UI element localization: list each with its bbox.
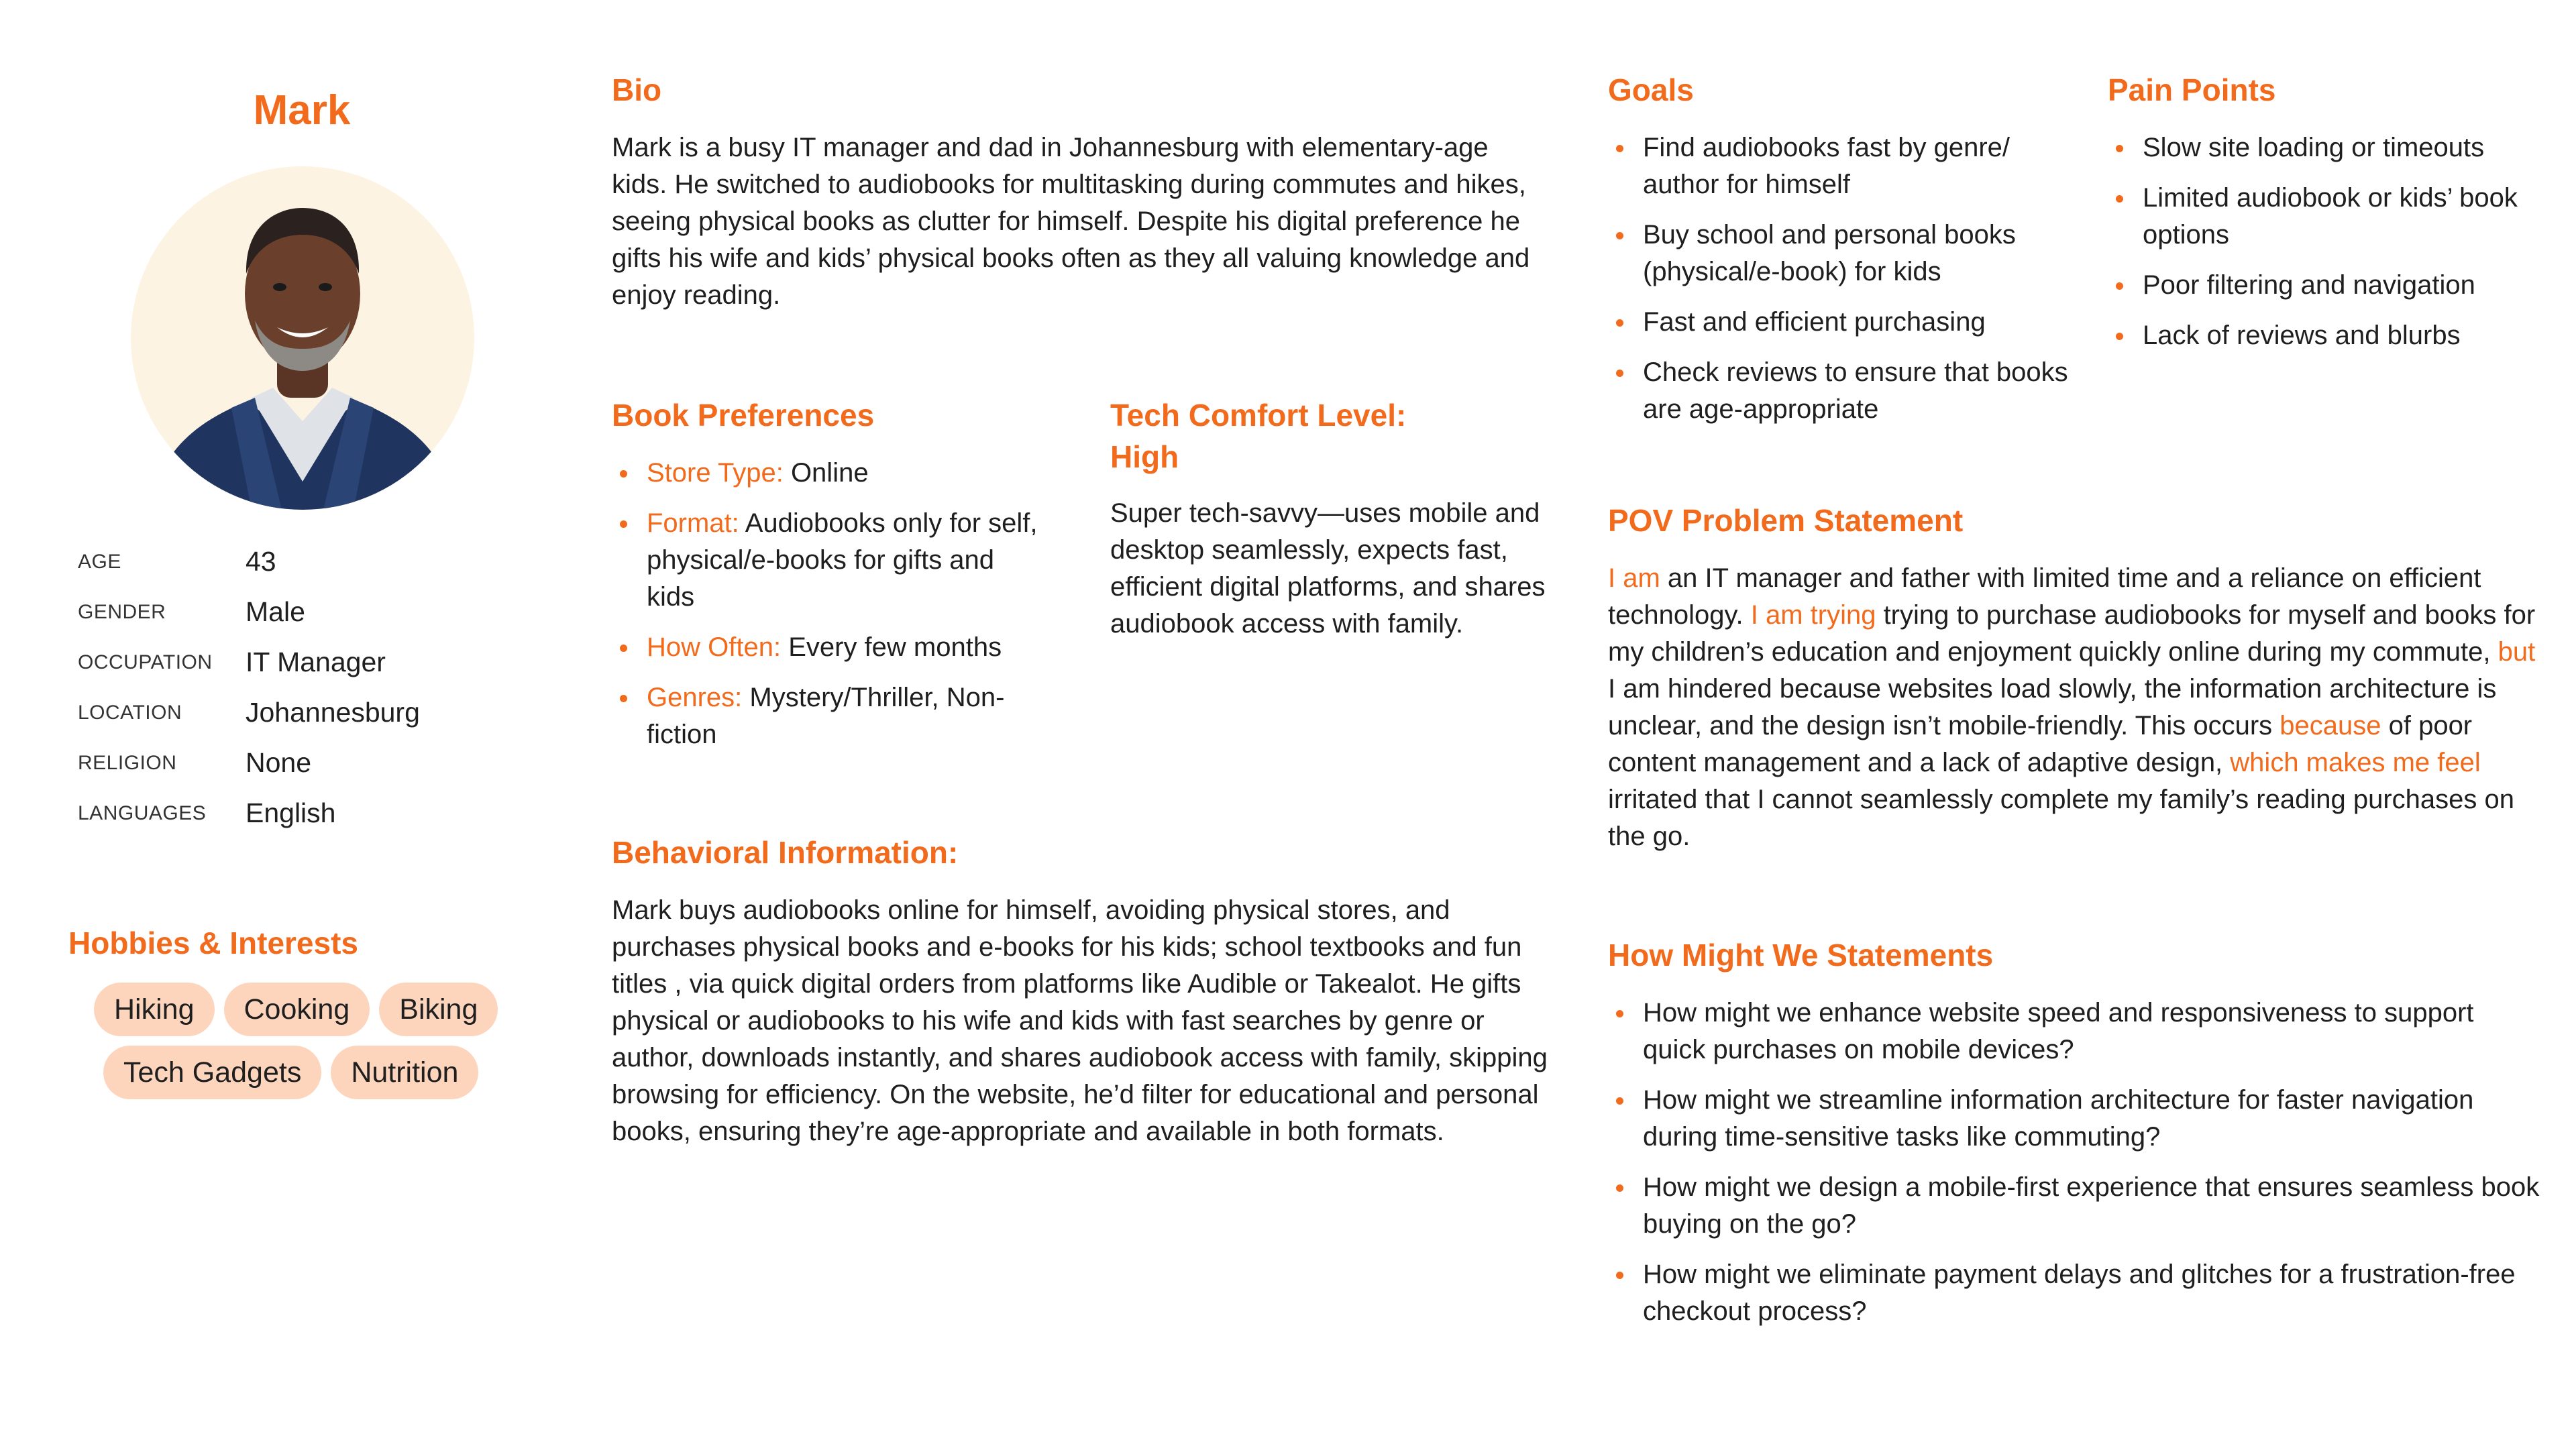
hmw-list	[1608, 995, 2540, 1343]
goals-heading: Goals	[1608, 72, 1694, 107]
detail-age	[78, 537, 547, 587]
hobby-tag: Hiking	[94, 983, 215, 1036]
preference-item	[612, 455, 1041, 492]
book-preferences-list	[612, 455, 1041, 767]
detail-label: LOCATION	[78, 701, 182, 724]
detail-label: GENDER	[78, 600, 166, 623]
pain-points-list	[2108, 129, 2564, 368]
detail-value: 43	[246, 546, 276, 577]
tech-comfort-text: Super tech-savvy—uses mobile and desktop seamlessly, expects fast, efficient digital platforms, and shares audiobook access with family.	[1110, 498, 1546, 638]
pov-keyword: I am	[1608, 563, 1660, 593]
hobbies-heading: Hobbies & Interests	[68, 926, 358, 960]
pov-text: I am hindered because websites load slowly, the information architecture is unclear, and the design isn’t mobile-friendly. This occurs	[1608, 674, 2497, 740]
hobby-tag: Cooking	[224, 983, 370, 1036]
pov-text: trying to purchase audiobooks for myself and books for my children’s education and enjoyment quickly online during my commute,	[1608, 600, 2536, 667]
bio-heading: Bio	[612, 72, 662, 107]
preference-value: Online	[783, 458, 869, 488]
preference-item	[612, 505, 1041, 616]
preference-item	[612, 629, 1041, 666]
pov-keyword: which makes me feel	[2230, 748, 2481, 777]
pov-text: irritated that I cannot seamlessly complete my family’s reading purchases on the go.	[1608, 785, 2514, 851]
pain-point-item: Slow site loading or timeouts	[2108, 129, 2564, 166]
goal-item: Buy school and personal books (physical/e-book) for kids	[1608, 217, 2078, 290]
goals-list	[1608, 129, 2078, 441]
persona-name: Mark	[253, 87, 351, 133]
person-portrait-icon	[131, 166, 474, 510]
detail-label: OCCUPATION	[78, 651, 213, 673]
detail-occupation	[78, 637, 547, 687]
pov-text: of poor content management and a lack of adaptive design,	[1608, 711, 2473, 777]
tech-comfort-heading: Tech Comfort Level: High	[1110, 398, 1407, 474]
detail-location	[78, 687, 547, 738]
book-preferences-heading: Book Preferences	[612, 398, 875, 433]
pain-points-heading: Pain Points	[2108, 72, 2276, 107]
detail-value: Johannesburg	[246, 697, 420, 728]
detail-label: RELIGION	[78, 751, 177, 774]
goal-item: Check reviews to ensure that books are age-appropriate	[1608, 354, 2078, 428]
hmw-heading: How Might We Statements	[1608, 938, 1994, 973]
hmw-item: How might we design a mobile-first experience that ensures seamless book buying on the go?	[1608, 1169, 2540, 1243]
goal-item: Find audiobooks fast by genre/ author for himself	[1608, 129, 2078, 203]
bio-text: Mark is a busy IT manager and dad in Johannesburg with elementary-age kids. He switched to audiobooks for multitasking during commutes and hikes, seeing physical books as clutter for himself. Despite his digital preference he gifts his wife and kids’ physical books often as they all valuing knowledge and enjoy reading.	[612, 133, 1530, 310]
pov-statement	[1608, 560, 2540, 855]
hobby-tags	[94, 983, 550, 1109]
hobby-tag: Biking	[379, 983, 498, 1036]
pain-point-item: Limited audiobook or kids’ book options	[2108, 180, 2564, 254]
detail-label: LANGUAGES	[78, 801, 207, 824]
detail-religion	[78, 738, 547, 788]
preference-label: How Often:	[647, 632, 782, 662]
preference-value: Mystery/Thriller, Non-fiction	[647, 683, 1005, 749]
preference-label: Store Type:	[647, 458, 784, 488]
pov-text: an IT manager and father with limited time and a reliance on efficient technology.	[1608, 563, 2481, 630]
preference-item	[612, 679, 1041, 753]
hmw-item: How might we streamline information architecture for faster navigation during time-sensitive tasks like commuting?	[1608, 1082, 2540, 1156]
pain-point-item: Lack of reviews and blurbs	[2108, 317, 2564, 354]
detail-languages	[78, 788, 547, 838]
preference-value: Audiobooks only for self, physical/e-books for gifts and kids	[647, 508, 1038, 612]
pov-heading: POV Problem Statement	[1608, 503, 1964, 538]
detail-label: AGE	[78, 550, 121, 573]
persona-details	[78, 537, 547, 838]
behavioral-text: Mark buys audiobooks online for himself, avoiding physical stores, and purchases physical books and e-books for his kids; school textbooks and fun titles , via quick digital orders from platforms like Audible or Takealot. He gifts physical or audiobooks to his wife and kids with fast searches by genre or author, downloads instantly, and shares audiobook access with family, skipping browsing for efficiency. On the website, he’d filter for educational and personal books, ensuring they’re age-appropriate and available in both formats.	[612, 895, 1548, 1146]
preference-value: Every few months	[781, 632, 1002, 662]
detail-value: Male	[246, 596, 305, 627]
hobby-tag: Nutrition	[331, 1046, 478, 1099]
behavioral-heading: Behavioral Information:	[612, 835, 959, 870]
persona-photo	[131, 166, 474, 510]
preference-label: Genres:	[647, 683, 743, 712]
pain-point-item: Poor filtering and navigation	[2108, 267, 2564, 304]
pov-keyword: I am trying	[1750, 600, 1876, 630]
detail-value: English	[246, 797, 336, 828]
preference-label: Format:	[647, 508, 739, 538]
detail-value: None	[246, 747, 312, 778]
goal-item: Fast and efficient purchasing	[1608, 304, 2078, 341]
detail-value: IT Manager	[246, 647, 386, 677]
hmw-item: How might we enhance website speed and responsiveness to support quick purchases on mobile devices?	[1608, 995, 2540, 1068]
hmw-item: How might we eliminate payment delays and glitches for a frustration-free checkout process?	[1608, 1256, 2540, 1330]
hobby-tag: Tech Gadgets	[103, 1046, 321, 1099]
detail-gender	[78, 587, 547, 637]
pov-keyword: because	[2279, 711, 2381, 740]
pov-keyword: but	[2498, 637, 2536, 667]
